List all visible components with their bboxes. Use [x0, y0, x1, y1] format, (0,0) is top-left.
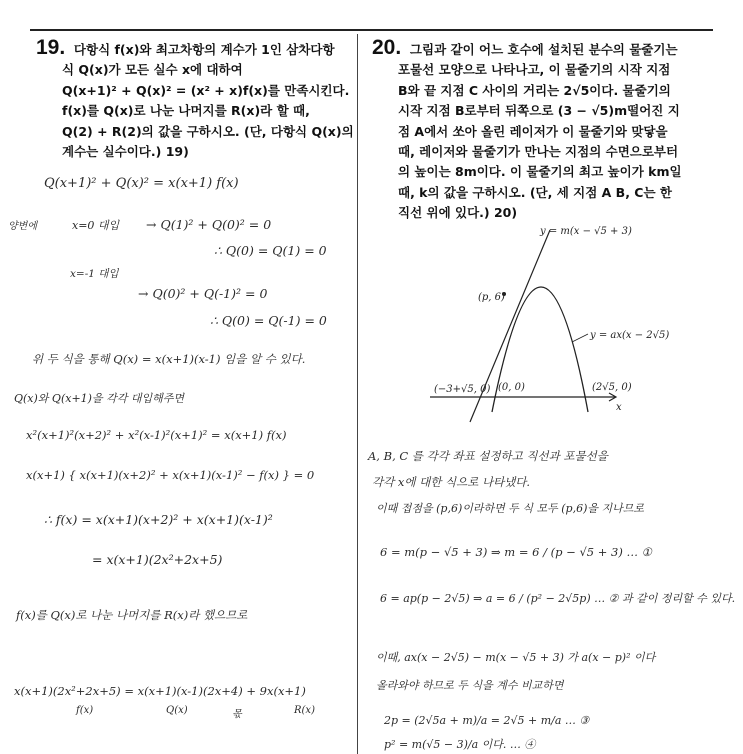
- question-20: [372, 38, 712, 224]
- hw19-label-rx: R(x): [294, 705, 315, 716]
- q19-line-4: f(x)를 Q(x)로 나눈 나머지를 R(x)라 할 때,: [62, 103, 310, 119]
- hw19-line-7: → Q(0)² + Q(-1)² = 0: [138, 286, 268, 301]
- parabola-equation-label: y = ax(x − 2√5): [590, 330, 670, 341]
- hw20-line-5: 6 = ap(p − 2√5) ⇒ a = 6 / (p² − 2√5p) … ② 과 같이 정리할 수 있다.: [380, 592, 736, 605]
- q20-number: 20.: [372, 36, 402, 59]
- hw20-line-4: 6 = m(p − √5 + 3) ⇒ m = 6 / (p − √5 + 3) … ①: [380, 545, 652, 559]
- hw19-line-16: x(x+1)(2x²+2x+5) = x(x+1)(x-1)(2x+4) + 9x(x+1): [14, 684, 306, 698]
- q19-number: 19.: [36, 36, 66, 59]
- hw19-line-2: 양변에: [8, 221, 37, 232]
- hw19-line-8: ∴ Q(0) = Q(-1) = 0: [210, 313, 327, 328]
- q20-line-5: 점 A에서 쏘아 올린 레이저가 이 물줄기와 맞닿을: [398, 123, 668, 139]
- hw19-line-6: x=-1 대입: [70, 268, 119, 280]
- point-a-label: (−3+√5, 0): [434, 384, 491, 395]
- hw19-line-10: Q(x)와 Q(x+1)을 각각 대입해주면: [14, 392, 184, 405]
- hw20-line-7: 올라와야 하므로 두 식을 계수 비교하면: [376, 679, 564, 692]
- hw19-label-qx: Q(x): [166, 705, 188, 716]
- q20-line-9: 직선 위에 있다.) 20): [398, 205, 518, 221]
- q20-line-7: 의 높이는 8m이다. 이 물줄기의 최고 높이가 km일: [398, 164, 682, 180]
- hw19-line-12: x(x+1) { x(x+1)(x+2)² + x(x+1)(x-1)² − f(x) } = 0: [26, 468, 315, 482]
- hw19-line-3: x=0 대입: [72, 219, 120, 232]
- hw20-line-2: 각각 x에 대한 식으로 나타냈다.: [372, 475, 531, 489]
- q20-line-6: 때, 레이저와 물줄기가 만나는 지점의 수면으로부터: [398, 144, 679, 160]
- q20-line-2: 포물선 모양으로 나타나고, 이 물줄기의 시작 지점: [398, 62, 671, 78]
- hw20-line-8: 2p = (2√5a + m)/a = 2√5 + m/a … ③: [384, 714, 590, 727]
- q20-line-8: 때, k의 값을 구하시오. (단, 세 지점 A B, C는 한: [398, 184, 672, 200]
- hw19-line-11: x²(x+1)²(x+2)² + x²(x-1)²(x+1)² = x(x+1) f(x): [26, 428, 287, 442]
- fountain-parabola: [492, 287, 588, 412]
- q19-line-2: 식 Q(x)가 모든 실수 x에 대하여: [62, 62, 243, 78]
- fountain-graph: [420, 222, 710, 427]
- origin-label: (0, 0): [498, 382, 525, 393]
- hw20-line-1: A, B, C 를 각각 좌표 설정하고 직선과 포물선을: [368, 449, 608, 463]
- q19-line-6: 계수는 실수이다.) 19): [62, 144, 189, 160]
- hw19-line-13: ∴ f(x) = x(x+1)(x+2)² + x(x+1)(x-1)²: [44, 512, 273, 527]
- hw19-label-quotient: 몫: [232, 709, 242, 720]
- hw20-line-3: 이때 접점을 (p,6)이라하면 두 식 모두 (p,6)을 지나므로: [376, 502, 644, 515]
- line-equation-label: y = m(x − √5 + 3): [540, 226, 632, 237]
- point-p-label: (p, 6): [478, 292, 505, 303]
- q19-line-3: Q(x+1)² + Q(x)² = (x² + x)f(x)를 만족시킨다.: [62, 82, 350, 98]
- hw19-line-9: 위 두 식을 통해 Q(x) = x(x+1)(x-1) 임을 알 수 있다.: [32, 352, 306, 366]
- q20-line-1: 그림과 같이 어느 호수에 설치된 분수의 물줄기는: [409, 42, 678, 57]
- hw19-line-15: f(x)를 Q(x)로 나눈 나머지를 R(x)라 했으므로: [16, 608, 248, 622]
- hw19-line-4: → Q(1)² + Q(0)² = 0: [146, 217, 272, 232]
- column-divider: [357, 34, 358, 754]
- q19-statement: [36, 38, 354, 162]
- hw19-label-fx: f(x): [76, 705, 94, 716]
- q20-statement: [372, 38, 712, 224]
- q19-line-1: 다항식 f(x)와 최고차항의 계수가 1인 삼차다항: [73, 42, 335, 57]
- q19-line-5: Q(2) + R(2)의 값을 구하시오. (단, 다항식 Q(x)의: [62, 123, 354, 139]
- top-rule: [30, 29, 713, 31]
- point-c-label: (2√5, 0): [592, 382, 632, 393]
- x-axis-label: x: [616, 402, 622, 413]
- question-19: [36, 38, 354, 162]
- q20-line-4: 시작 지점 B로부터 뒤쪽으로 (3 − √5)m떨어진 지: [398, 103, 680, 119]
- hw19-line-14: = x(x+1)(2x²+2x+5): [92, 552, 223, 567]
- hw20-line-9: p² = m(√5 − 3)/a 이다. … ④: [384, 738, 536, 751]
- q20-line-3: B와 끝 지점 C 사이의 거리는 2√5이다. 물줄기의: [398, 82, 671, 98]
- hw19-line-5: ∴ Q(0) = Q(1) = 0: [214, 243, 327, 258]
- hw19-line-1: Q(x+1)² + Q(x)² = x(x+1) f(x): [44, 176, 239, 191]
- hw20-line-6: 이때, ax(x − 2√5) − m(x − √5 + 3) 가 a(x − p)² 이다: [376, 651, 656, 664]
